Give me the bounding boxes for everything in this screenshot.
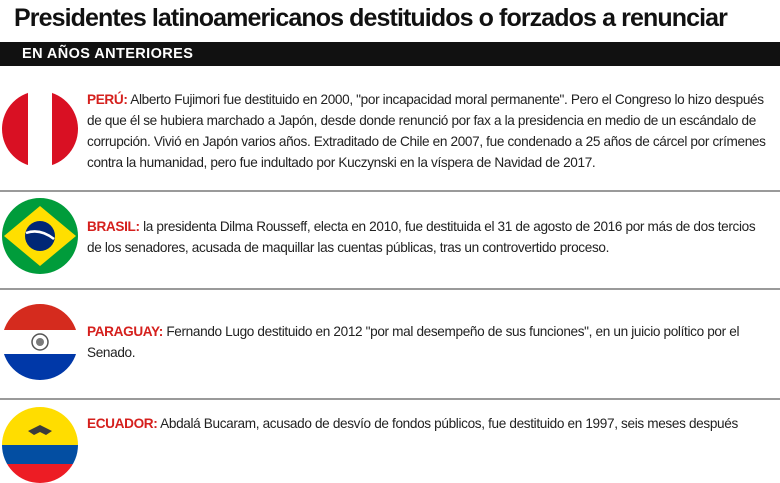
page-title: Presidentes latinoamericanos destituidos o forzados a renunciar — [14, 4, 727, 32]
country-label: BRASIL: — [87, 219, 140, 234]
entry-description: la presidenta Dilma Rousseff, electa en 2010, fue destituida el 31 de agosto de 2016 por más de dos tercios de los senadores, acusada de maquillar las cuentas públicas, tras un controvertido proceso. — [87, 219, 756, 255]
entry-text — [87, 413, 773, 434]
brazil-flag-icon — [2, 198, 78, 274]
entry-text — [87, 321, 773, 363]
section-header-label: EN AÑOS ANTERIORES — [22, 46, 194, 62]
entry-description: Abdalá Bucaram, acusado de desvío de fondos públicos, fue destituido en 1997, seis meses después — [160, 416, 738, 431]
section-header — [0, 42, 780, 66]
paraguay-flag-icon — [2, 304, 78, 380]
entry-description: Alberto Fujimori fue destituido en 2000, "por incapacidad moral permanente". Pero el Congreso lo hizo después de que él se hubiera marchado a Japón, desde donde renunció por fax a la presidencia en medio de un escándalo de corrupción. Vivió en Japón varios años. Extraditado de Chile en 2007, fue condenado a 25 años de cárcel por crímenes contra la humanidad, pero fue indultado por Kuczynski en la víspera de Navidad de 2017. — [87, 92, 766, 170]
divider — [0, 398, 780, 400]
country-label: ECUADOR: — [87, 416, 158, 431]
country-label: PERÚ: — [87, 92, 128, 107]
peru-flag-icon — [2, 91, 78, 167]
divider — [0, 190, 780, 192]
divider — [0, 288, 780, 290]
entry-description: Fernando Lugo destituido en 2012 "por mal desempeño de sus funciones", en un juicio político por el Senado. — [87, 324, 740, 360]
ecuador-flag-icon — [2, 407, 78, 483]
entry-text — [87, 89, 773, 173]
entry-text — [87, 216, 773, 258]
country-label: PARAGUAY: — [87, 324, 163, 339]
